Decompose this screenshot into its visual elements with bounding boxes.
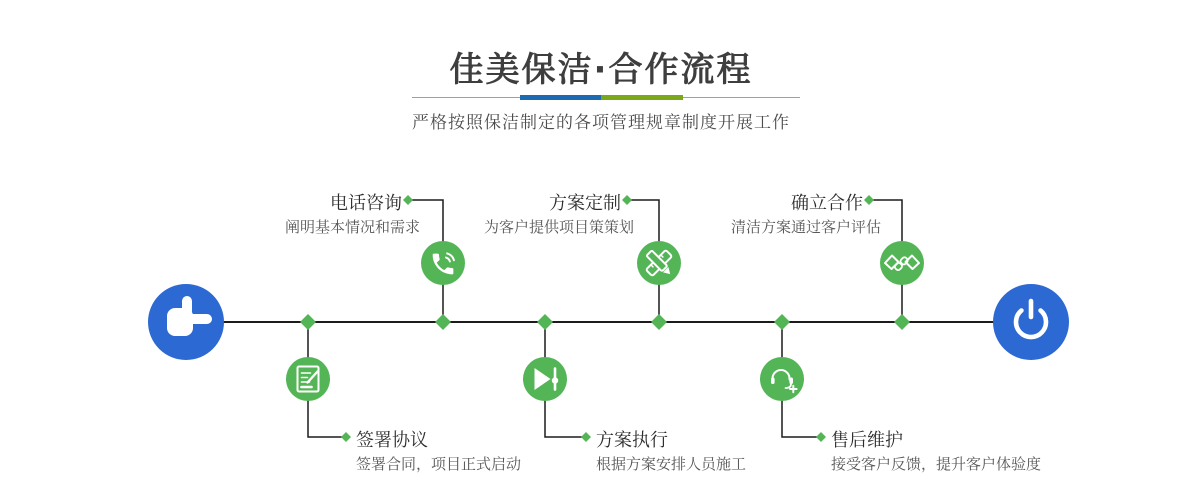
timeline-node-diamond xyxy=(300,314,316,330)
step-desc-sign: 签署合同，项目正式启动 xyxy=(356,455,522,473)
step-desc-plan: 为客户提供项目策策划 xyxy=(483,218,634,236)
label-diamond xyxy=(403,195,413,205)
page-subtitle: 严格按照保洁制定的各项管理规章制度开展工作 xyxy=(412,113,790,133)
label-diamond xyxy=(622,195,632,205)
step-desc-phone: 阐明基本情况和需求 xyxy=(284,218,420,236)
step-desc-execute: 根据方案安排人员施工 xyxy=(596,455,747,473)
end-node xyxy=(993,284,1069,360)
label-diamond xyxy=(341,432,351,442)
label-diamond xyxy=(581,432,591,442)
step-title-sign: 签署协议 xyxy=(356,430,428,451)
label-diamond xyxy=(816,432,826,442)
step-node-phone xyxy=(421,241,465,285)
step-title-execute: 方案执行 xyxy=(596,430,668,451)
step-node-aftersale xyxy=(760,357,804,401)
timeline-node-diamond xyxy=(774,314,790,330)
label-diamond xyxy=(864,195,874,205)
step-title-aftersale: 售后维护 xyxy=(831,430,903,451)
timeline-node-diamond xyxy=(537,314,553,330)
timeline-node-diamond xyxy=(894,314,910,330)
step-title-phone: 电话咨询 xyxy=(330,193,402,214)
timeline-node-diamond xyxy=(435,314,451,330)
step-desc-confirm: 清洁方案通过客户评估 xyxy=(730,218,881,236)
step-node-sign xyxy=(286,357,330,401)
step-title-plan: 方案定制 xyxy=(549,193,621,214)
step-title-confirm: 确立合作 xyxy=(791,193,863,214)
page-title: 佳美保洁·合作流程 xyxy=(449,50,753,90)
step-desc-aftersale: 接受客户反馈，提升客户体验度 xyxy=(831,455,1042,473)
timeline-node-diamond xyxy=(651,314,667,330)
